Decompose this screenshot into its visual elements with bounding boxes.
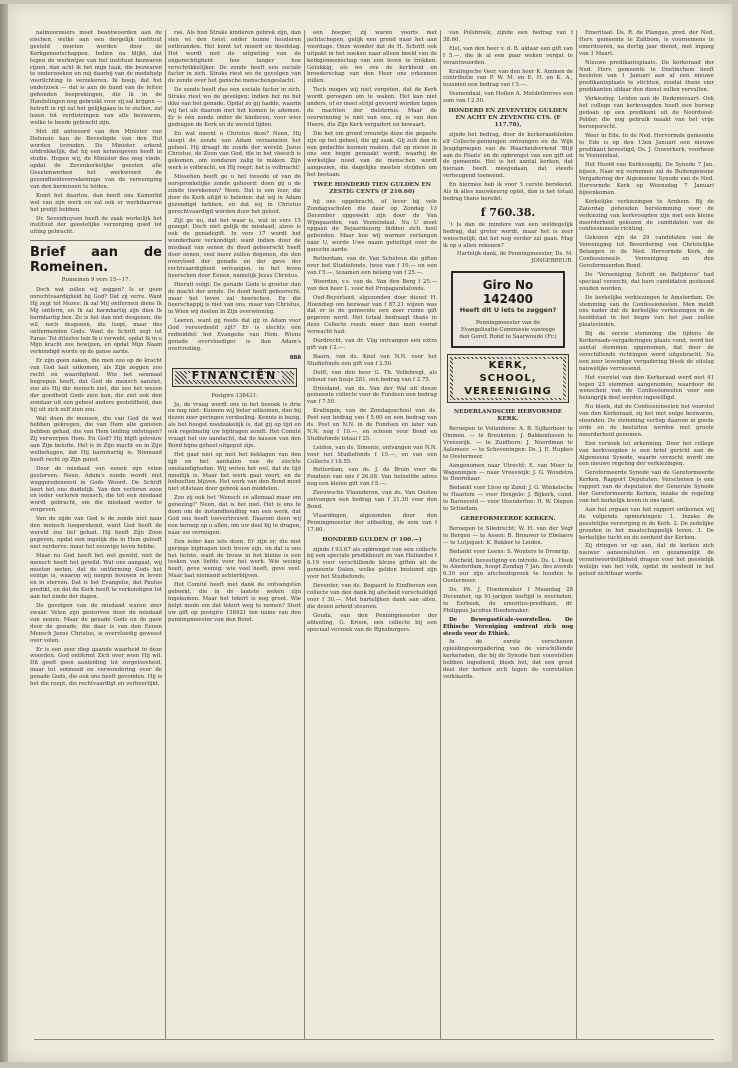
paragraph: Delft, van den heer G. Th. Vollebregt, als inhoud van busje 281, een bedrag van f 2.75. — [307, 369, 437, 383]
paragraph: Beroepen te Sliedrecht: W. H. van der Vegt te Bergen — te Assen: B. Brouwer te Ebelaere — te Lutjegast: K. Bakker te Leiden. — [443, 525, 573, 546]
paragraph: Woerden, v.s. van ds. Van den Berg f 25.— van den heer L. voor het Propagandafonds. — [307, 278, 437, 292]
paragraph: zijnde het bedrag, door de kerkeraadsleden elf Collecte-penningen ontvangen en de Wijk Jeugdgroepen van de Waarheidsvriend 'Blijf aan de Plaats' en de opbrengst van een gift uit de gemeente. Het is het aantal kerken, dat hieraan heeft meegedaan, dat steeds verheugend toeneemt. — [443, 131, 573, 180]
financien-banner — [172, 368, 297, 387]
column-2 — [168, 30, 301, 1040]
paragraph: Vlaardingen, algezonden door den Penningmeester der afdeeling, de som van f 17.60. — [307, 512, 437, 533]
paragraph: Aan het orgaan van het rapport ontleenen wij de volgende opmerkingen: 1. Inzake de geestelijke verzorging in de Kerk. 2. De zedelijke gronden in het maatschappelijk leven. 3. De kerkelijke tucht en de eenheid der Kerken. — [579, 506, 714, 541]
paragraph: Door de misdaad van eenen zijn velen gestorven. Neen, Adam's zonde wordt niet weggeredeneerd in Gods Woord. De Schrift leert het ons duidelijk. Van den verloren zoon en ieder verloren mensch, die tot een misdaad wordt gebracht, om die misdaad weder te vergeven. — [30, 465, 162, 514]
article-heading: Brief aan de Romeinen. — [30, 245, 162, 276]
banner-title: KERK, SCHOOL, VEREENIGING — [453, 359, 563, 398]
giro-recipient: Penningmeester van de Evangelisatie-Commissie vanwege den Geref. Bond te Saarwoude (Fr.) — [459, 320, 557, 341]
paragraph: En hiermee heb ik voor 't cerste berekend. Als ik alles nauwkeurig optel, dan is het totaal bedrag thans bereikt: — [443, 182, 573, 202]
postgiro-line: Postgiro 138421. — [211, 392, 258, 399]
section-heading: HONDERD EN ZEVENTIEN GULDEN EN ACHT EN ZEVENTIG CTS. (F 117.78), — [448, 108, 568, 128]
paragraph: Die het om grond vrouwtje deze die gepaste zijn op het geheel, die gij zaak. Gij zult dan in een gedachte kunnen maken, dat op nieuw in ons een begin gemaakt wordt, waarbij de werkelijke nood van de menschen wordt aangezien, die dagelijks moeten strijden om het bestaan. — [307, 130, 437, 179]
paragraph: Het voorstel van den Kerkeraad werd met 41 tegen 23 stemmen aangenomen, waardoor de wenschen van de Confessioneelen voor een belangrijk deel werden ingewilligd. — [579, 374, 714, 402]
paragraph: Verkiezing. Leiden aan de Dedemsvaart. Ook het college van kerkvoogden heeft een beroep gedaan op een predikant uit de Noordoost-Polder, die nog gebruik maakt van het vrije beroepsrecht. — [579, 96, 714, 130]
column-rule — [304, 30, 305, 1040]
paragraph: Dordrecht, van dr. Vlig ontvangen een extra gift van f 2.—. — [307, 338, 437, 351]
paragraph: Kerkelijke verkiezingen te Arnhem. Bij de Zaterdag gehouden herstemming voor de verkiezing van kerkvoogden zijn met een kleine meerderheid gekozen de candidaten van de confessioneele richting. — [579, 198, 714, 233]
giro-advertisement — [451, 271, 565, 348]
paragraph: Leiden, van ds. Simonis, ontvangen van N.N. voor het Studiefonds f 15.—, en van een Collecte f 18.55. — [307, 444, 437, 465]
paragraph: Gereformeerde Synode van de Gereformeerde Kerken. Rapport Deputaten. Verschenen is een rapport van de deputaten der Generale Synode der Gereformeerde Kerken, inzake de regeling van het kerkelijk leven in ons land. — [579, 470, 714, 504]
paragraph: Zeeuwsche Vlaanderen, van ds. Van Oosten ontvangen een bedrag van f 21.30 voor den Bond. — [307, 490, 437, 510]
paragraph: nalmoorzeiers moet beantwoorden aan de eischen, welke aan een dergelijk instituut gesteld moeten worden door de Kerkgenootschappen. Indien na blijkt, dat tegen de werkwijze van het instituut bezwaren rijzen, dan acht ik het mijn taak, die bezwaren te onderzoeken en mij daarbij van de medehulp voorlichting te verzekeren. Ik hoop, dat het onderzoek — dat is aan de hand van de feiten gebonden besprekingen, die ik in de Handelingen nog gebruikt voor zij zal krijgen — betreft in rijl zal het gelijkgaan in te stellen, zal lezen tot verdistringen van alle bezwaren, welke te beede gebracht zijn. — [30, 30, 162, 126]
paragraph: 't Is dan de mindere van een weldegelijk bedrag, dat groter wordt, maar het is zeer wenschelijk, dat het nog verder zal gaan. Mag ik op u allen rekenen? — [443, 221, 573, 249]
paragraph: Er is een zeer diep gaande waarheid in deze woorden. God ontfermt Zich over wien Hij wil. Dit geeft geen aanleiding tot zorgeloosheid, maar tot ootmoed en verwondering over de genade Gods, die ook ons heeft gevonden. Hij is het die roept, die rechtvaardigt en verheerlijkt. — [30, 646, 162, 688]
giro-tagline: Heeft dit U iets te zeggen? — [459, 306, 557, 315]
paragraph: Komt het daartoe, dan heeft ons Kamerlid wel van zijn werk en zal ook er werkdaarvan het profijt hebben. — [30, 192, 162, 213]
paragraph: Oud-Beyerland, algezonden door dienst H. Hoendiep om bezwaar van f 87.21 wijzen was dat er in de gemeente een zeer ruime gift gegeven werd. Het totaal bedraagt thans in deze Collecte reeds meer dan men vooraf verwacht had. — [307, 294, 437, 336]
paragraph: ras. Als hun Straks kinderen gebrek zijn, dan slen wi den twist onder hunne houderen ontbranden. Het komt tot moord en doodslag. Het wordt met de uitgieting van de ongerechtigheid hoe langer hoe verschrikkelijker. De zonde heeft een sociale factor in zich. Straks riest wo de gevolgen van de zonde over het gansche menschengeslacht. — [168, 30, 301, 85]
paragraph: Aangenomen naar Utrecht: E. van Meer te Wageningen — naar Vreeswijk: J. G. Woudstra te Hoornhaar. — [443, 462, 573, 483]
paragraph: Elst, van den heer v. d. B. aldaar een gift van f 5.—, die ik al een paar weken vergat te verantwoorden. — [443, 45, 573, 66]
paragraph: Maar nu God heeft het wel gewild, niet de mensch heeft het gewild. Wat ons aangaat, wij moeten weten, dat de ontferming Gods het eenige is, waarop wij mogen bouwen in leven en in sterven. Dat is het Evangelie, dat Paulus predikt, en dat de Kerk heeft te verkondigen tot aan het einde der dagen. — [30, 552, 162, 601]
paragraph: Een verzoek tot erkenning. Door het college van kerkvoogden is een brief gericht aan de Algemeene Synode, waarin verzocht wordt om een nieuwe regeling der verkiezingen. — [579, 440, 714, 468]
paragraph: Kralingen, van de Zondagsschool van ds. Post een bedrag van f 5.60 en een bedrag van ds. Post en N.N. in de Fondsen en later van N.N. nog f 10.—, en schoon voor Bond en Studiefonds totaal f 25. — [307, 408, 437, 442]
paragraph: Bij de eerste stemming die tijdens de Kerkeraads-vergaderingen plaats vond, werd het aantal stemmen opgenomen, dat door de verschillende richtingen werd uitgebracht. Na een zeer levendige vergadering bleek de uitslag nauwelijks verrassend. — [579, 331, 714, 372]
kerk-school-vereeniging-banner — [447, 354, 569, 403]
paragraph: Hieruit volgt: De genade Gods is groeter dan de macht der zonde. De dood heeft geheerscht, maar het leven zal heerschen. En die heerschappij is niet van ons, maar van Christus, in Wien wij deelen in Zijn overwinning. — [168, 281, 301, 316]
paragraph: Rotterdam, van ds. J. de Bruin voor de Fondsen van ons f 26.08. Van hetzelfde adres nog een kleine gift van f 5.—. — [307, 467, 437, 488]
paragraph: En wat meent u Christus deze? Neen, Hij sleept de zonde van Adam verzamelen het geheel. Hij draagt de zonde der wereld. Jezus Christus, de Zoon van God, die in het vleesch is gekomen, om zondaren zalig te maken. Zijn werk is volbracht, en Hij roept: het is volbracht! — [168, 130, 301, 172]
paragraph: Dr. Sevenhuysen heeft de zaak werkelijk het instituut der geestelijke verzorging goed tot uiting gebracht. — [30, 215, 162, 236]
paragraph: Er zijn geen zaken, die men zoo op de kracht van God laat uitkomen, als Zijn zeggen zoo recht en waardigheid. Wie het eenmaal begrepen heeft, dat God de mensch aanziet, zoo als Hij die mensch ziet, die zoo het wezen der goedheid Gods zien kan, die ziet ook den zondaar uit een geheel andere gesteldheid, dan hij uit zich zelf zien zou. — [30, 358, 162, 413]
paragraph: Zoo zij ook het 'Wensch ce allemaal maar om genezing?' Neen, dat is het niet. Het is ons te doen om de instandhouding van een werk, dat God ons heeft toevertrouwd. Daarom doen wij een beroep op u allen, om uw deel bij te dragen, naar uw vermogen. — [168, 495, 301, 536]
column-3 — [307, 30, 437, 1040]
column-4 — [443, 30, 573, 1040]
paragraph: Kralingsche Veer, van den heer K. Ammen de contributie van P. W. M. en E. H. en K. A., tezamen een bedrag van f 5.—. — [443, 68, 573, 89]
paragraph: Het gaat niet op met het beklagen van den tijd en het aanhalen van de slechte omstandigheden. Wij weten het wel, dat de tijd moeilijk is. Maar het werk gaat voort, en de behoeften blijven. Het werk van den Bond moet niet stilstaan door gebrek aan middelen. — [168, 451, 301, 493]
paragraph: Afscheid, bevestiging en intrede. Ds. L. Hoek te Amsterdam, hoopt Zondag 7 Jan. des avonds 6.30 uur zijn afscheidspreek te houden te Oostermeer. — [443, 557, 573, 585]
banner-title: FINANCIËN — [187, 373, 282, 380]
article-subheading: Romeinen 9 vers 15—17. — [61, 277, 131, 284]
paragraph: Nieuwe predikantsplaats. De kerkeraad der Ned. Herv. gemeente te Doetinchem heeft besloten van 1 Januari aan af een nieuwe predikantsplaats te stichten, zoodat thans vier predikanten aldaar den dienst zullen vervullen. — [579, 59, 714, 94]
paragraph: Het Comité heeft met dank de ontvangsten geboekt, die in de laatste weken zijn ingekomen. Maar het tekort is nog groot. Wie helpt mede om dat tekort weg te nemen? Stort uw gift op postgiro 138421 ten name van den penningmeester van den Bond. — [168, 582, 301, 623]
paragraph: Gekozen zijn de 29 candidaten van de Vereeniging tot Bevordering van Christelijke Belangen in de Ned. Hervormde Kerk, de Confessioneele Vereeniging en den Gereformeerden Bond. — [579, 235, 714, 269]
paragraph: De gevolgen van de misdaad waren zeer zwaar. Velen zijn gestorven door de misdaad van eenen. Maar de genade Gods en de gave door de genade, die daar is van den Eenen Mensch Jezus Christus, is overvloedig geweest over velen. — [30, 603, 162, 644]
section-divider — [30, 240, 162, 241]
paragraph: Een ieder kan iets doen. Er zijn er, die met geringe bijdragen toch trouw zijn, en dat is ons het liefste, want de trouw in het kleine is een teeken van liefde voor het werk. Wie weinig heeft, geve weinig; wie veel heeft, geve veel. Maar laat niemand achterblijven. — [168, 538, 301, 580]
paragraph: Wat doen de mensen, die van God de wet hebben gekregen, die van Hem alle gunsten hebben gehad, die van Hem leiding ontvingen? Zij verwerpen Hem. En God? Hij blijft getrouw aan Zijn belofte. Het is in Zijn macht en in Zijn welbehagen, dat Hij barmhartig is. Niemand heeft recht op Zijn gunst. — [30, 415, 162, 463]
paragraph: Ja, de vraag wordt ons in het bezoek is drie en nog niet: Kunnen wij beter uitkomen, dan bij dezen zeer geringen verdeeling. Kennis is bezig, als het hoogst noodzakelijk is, dat gij op tijd en ook regelmatig uw bijdragen zendt. Het Comité vraagt het uw aandacht, dat de kassen van den Bond bijna geheel uitgeput zijn. — [168, 401, 301, 449]
paragraph: Zijt ge nu, dat het waar is, wat in vers 15 gezegd: Doch niet gelijk de misdaad, alzoo is ook de genadegift. In vers 17 wordt het wonderbare verkondigd: want indien door de misdaad van eenen de dood geheerscht heeft door eenen, veel meer zullen degenen, die den overvloed der genade en der gave der rechtvaardigheid ontvangen, in het leven heerschen door Eenen, namelijk Jezus Christus. — [168, 217, 301, 279]
paragraph: Van de zijde van God is de zonde niet naar den mensch toegerekend, want God heeft de wereld zoo lief gehad. Hij heeft Zijn Zoon gegeven, opdat een iegelijk die in Hem gelooft niet verderve, maar het eeuwige leven hebbe. — [30, 516, 162, 550]
paragraph: Rotterdam, van dr. Van Schelven die giften over het Studiefonds, twee van f 10.— en een van f 5.—, tezamen een belang van f 25.—. — [307, 256, 437, 276]
paragraph: Het Hoofd van Kerkvoogdij. De Synode 7 Jan. bijeen. Naar wij vernemen zal de Buitengewone Vergadering der Algemeene Synode van de Ned. Hervormde Kerk op Woensdag 7 Januari bijeenkomen. — [579, 162, 714, 196]
paragraph: Met dit antwoord van den Minister van Defensie kan de Bevestigde van den Hul worden tevreden. De Minister erkent uitdrukkelijk, dat hij een kennisgeven heeft in studie. Hopen wij, de Minister des weg vinde, opdat de Zevenkerkelijke geesten alle Geestenwerken het werkwoord de gezondheidsverrekeninge van de vereeniging van den kermissen te leiden. — [30, 128, 162, 190]
paragraph: Nu bleek, dat de Confessioneelen het voorstel van den Kerkeraad, zij het met enige bezwaren, steunden. De stemming verliep daarom in goede orde en de besluiten werden met groote meerderheid genomen. — [579, 404, 714, 438]
section-heading: GEREFORMEERDE KERKEN. — [460, 515, 556, 522]
paragraph-lead: De Bewegasticale-voorstellen. De Ethische Vereniging omtrent zich nog steeds voor de Ethiek. — [443, 616, 573, 637]
paragraph: Zij dringen er op aan, dat de kerken zich nauwer aaneensluiten en gezamenlijk de verantwoordelijkheid dragen voor het geestelijk welzijn van het volk, opdat de eenheid in het geloof zichtbaar worde. — [579, 543, 714, 578]
paragraph: zijnde f 93.67 als opbrengst van een collecte bij een speciale predikbeurt en van Hollandse f 6.19 voor verschillende kleine giften uit de gemeente Dalen, welke gelden bestemd zijn voor het Studiefonds. — [307, 546, 437, 581]
paragraph: Bedankt voor Lhoo op Zand: J. G. Winkelsche te Haarlem — voor Hengelo: J. Bijkerk, cand. te Barneveld — voor Hoenderloo: H. W. Diepen te Schiedam. — [443, 485, 573, 513]
paragraph: Deventer, van ds. Bogaard te Eindhoven een collecte van den dank bij afscheid verschuldigd voor f 30.—. Met hartelijken dank aan allen, die dezen arbeid steunen. — [307, 583, 437, 610]
paragraph: Veenendaal, van Hollen A. Metdetbreves een som van f 2.50. — [443, 91, 573, 105]
paragraph: bij ons opgebracht, of lever bij vele Zondagsscholen die daar op Zondag 13 December opgewekt zijn door de Van Wijngaarden, van Veenendaal. Na U moet opgaan de Bejaardezorg bidden zich heel gebonden. Maar hoe wij warmer verlangen naar U, worde Uwe naam geheiligd over de gansche aarde. — [307, 198, 437, 254]
section-heading: HONDERD GULDEN (F 100.—) — [322, 536, 422, 543]
paragraph: De 'Vereeniging Schrift en Belijdenis' had speciaal verzocht, dat hare candidaten gesteund zouden worden. — [579, 271, 714, 292]
paragraph: Beroepen te Vollenhove: A. B. Sijlkerboer te Ommen. — te Breukelen: J. Bakkenhaven te Vreeswijk. — te Zuidhorn: J. Noordman te Aalsmeer. — te Scheveningen: Ds. J. E. Hupkes te Oostermeer. — [443, 426, 573, 460]
paragraph: Weer in Ede. In de Ned. Hervormde gemeente te Ede is op den 13en Januari een nieuwe predikant bevestigd, Ds. J. Ouwerkerk, voorheen te Veenendaal. — [579, 132, 714, 160]
total-amount: f 760.38. — [480, 205, 536, 219]
paragraph: Bedankt voor Leens: S. Wouters te Dronrijp. — [449, 548, 571, 555]
paragraph: De kerkelijke verkiezingen te Amsterdam. De stemming van de Confessioneelen. Men meldt ons nader dat de kerkelijke verkiezingen in de hoofdstad in het begin van het jaar zullen plaatsvinden. — [579, 294, 714, 329]
giro-number: Giro No 142400 — [482, 278, 534, 307]
paragraph: Missehen heeft ge u het twoede of van de oorspronkelijke zonde gehoord: doen gij u de zonde toerekenen? Neen. Dat is een leer, die door de Kerk altijd is beleden: dat wij in Adam gezondigd hebben, en dat wij in Christus gerechtvaardigd worden door het geloof. — [168, 174, 301, 215]
section-heading: TWEE HONDERD TIEN GULDEN EN ZESTIG CENTS (F 210.60) — [312, 182, 432, 195]
column-5 — [579, 30, 714, 1040]
paragraph: Toch mogen wij niet vergeten, dat de Kerk wordt geroepen om te waken. Het kan niet anders, of er moet strijd gevoerd worden tegen de machten der duisternis. Maar de overwinning is niet van ons, zij is van den Heere, die Zijn Kerk vergadert en bewaart. — [307, 87, 437, 128]
column-rule — [165, 30, 166, 1040]
paragraph: Emeritaat. Ds. R. de Planque, pred. der Ned. Herv. gemeente te Zaltbom, is voornemens te emeriteeren, na dertig jaar dienst, met ingang van 1 Maart. — [579, 30, 714, 57]
paragraph: Ds. Ph. J. Hoedemaker f Maandag 28 December, op 91-jarigen leeftijd is overleden, te Eerbeek, de emeritus-predikant, dr. Philippus Jacobus Hoedemaker. — [443, 587, 573, 614]
paragraph: Driesland, van ds. Van der Wal uit deeze gemeente collecte voor de Fondsen een bedrag van f 7.50. — [307, 385, 437, 406]
column-rule — [440, 30, 441, 1040]
section-heading: NEDERLANDSCHE HERVORMDE KERK. — [453, 409, 563, 423]
paragraph: De zonde heeft dus een sociale factor in zich. Straks riest wo de gevolgen; indien het nu het ikke van het genade. Opdat zo gij hadde, waarin wij het als daarom met het komen te ademen. Er is één zonde onder de kinderen, voor wier gedragen de Kerk en de wereld lijden. — [168, 87, 301, 128]
paragraph: van Polsbroek, zijnde een bedrag van f 38.60. — [443, 30, 573, 43]
paragraph: Baarn, van ds. Knol van N.N. voor het Studiefonds een gift van f 2.50. — [307, 353, 437, 367]
article-signature: 888 — [289, 354, 301, 361]
column-1 — [30, 30, 162, 1040]
paragraph: Leeren, want gij reeds dat gij in Adam voor God veroordeeld zijt? Er is slechts één redmiddel: het Evangelie van Hem. Wiens genade overvloediger is dan Adam's overtreding. — [168, 318, 301, 352]
paragraph: Gouda, van den Penningmeester der afdeeling, G. Kroon, een collecte bij een speciaal verzoek van de Rijnsburgers. — [307, 612, 437, 633]
scripture-quote: Doch wat zullen wij zeggen? Is er geen onrechtvaardigheid bij God? Dat zij verre. Want Hij zegt tot Mozes: Ik zal Mij ontfermen diens Ik Mij ontferm, en Ik zal barmhartig zijn dien Ik barmhartig ben. Zo is het dan niet desgenen, die wil, noch desgenen, die loopt, maar des ontfermenden Gods. Want de Schrift zegt tot Farao: Tot ditzelve heb Ik u verwekt, opdat Ik in u Mijn kracht zou bewijzen, en opdat Mijn Naam verkondigd worde op de ganse aarde. — [30, 287, 162, 356]
treasurer-signature: Hartelijk dank, de Penningmeester, Ds. M. JONGEBREUR. — [456, 251, 573, 265]
paragraph: een boeper, zij waren voorts met jachtschepen, gelijk een grond naar het aan voordage. Onze wonder dat de H. Schrift ook uitpakt in het ooeken naar alleen beeld van de kerkgemeenschap van een leven te trekken. Gelukkig, als we ove de kerkheid en broederschap van den Heer ons erkennen zullen. — [307, 30, 437, 85]
paragraph: In de eerste verschenen opleidingsvergadering van de verschillende kerkeraden, die bij de Synode hun voorstellen hebben ingediend, bleek het, dat een groot deel der kerken zich tegen de voorstellen verklaarde. — [443, 639, 573, 680]
column-rule — [576, 30, 577, 1040]
